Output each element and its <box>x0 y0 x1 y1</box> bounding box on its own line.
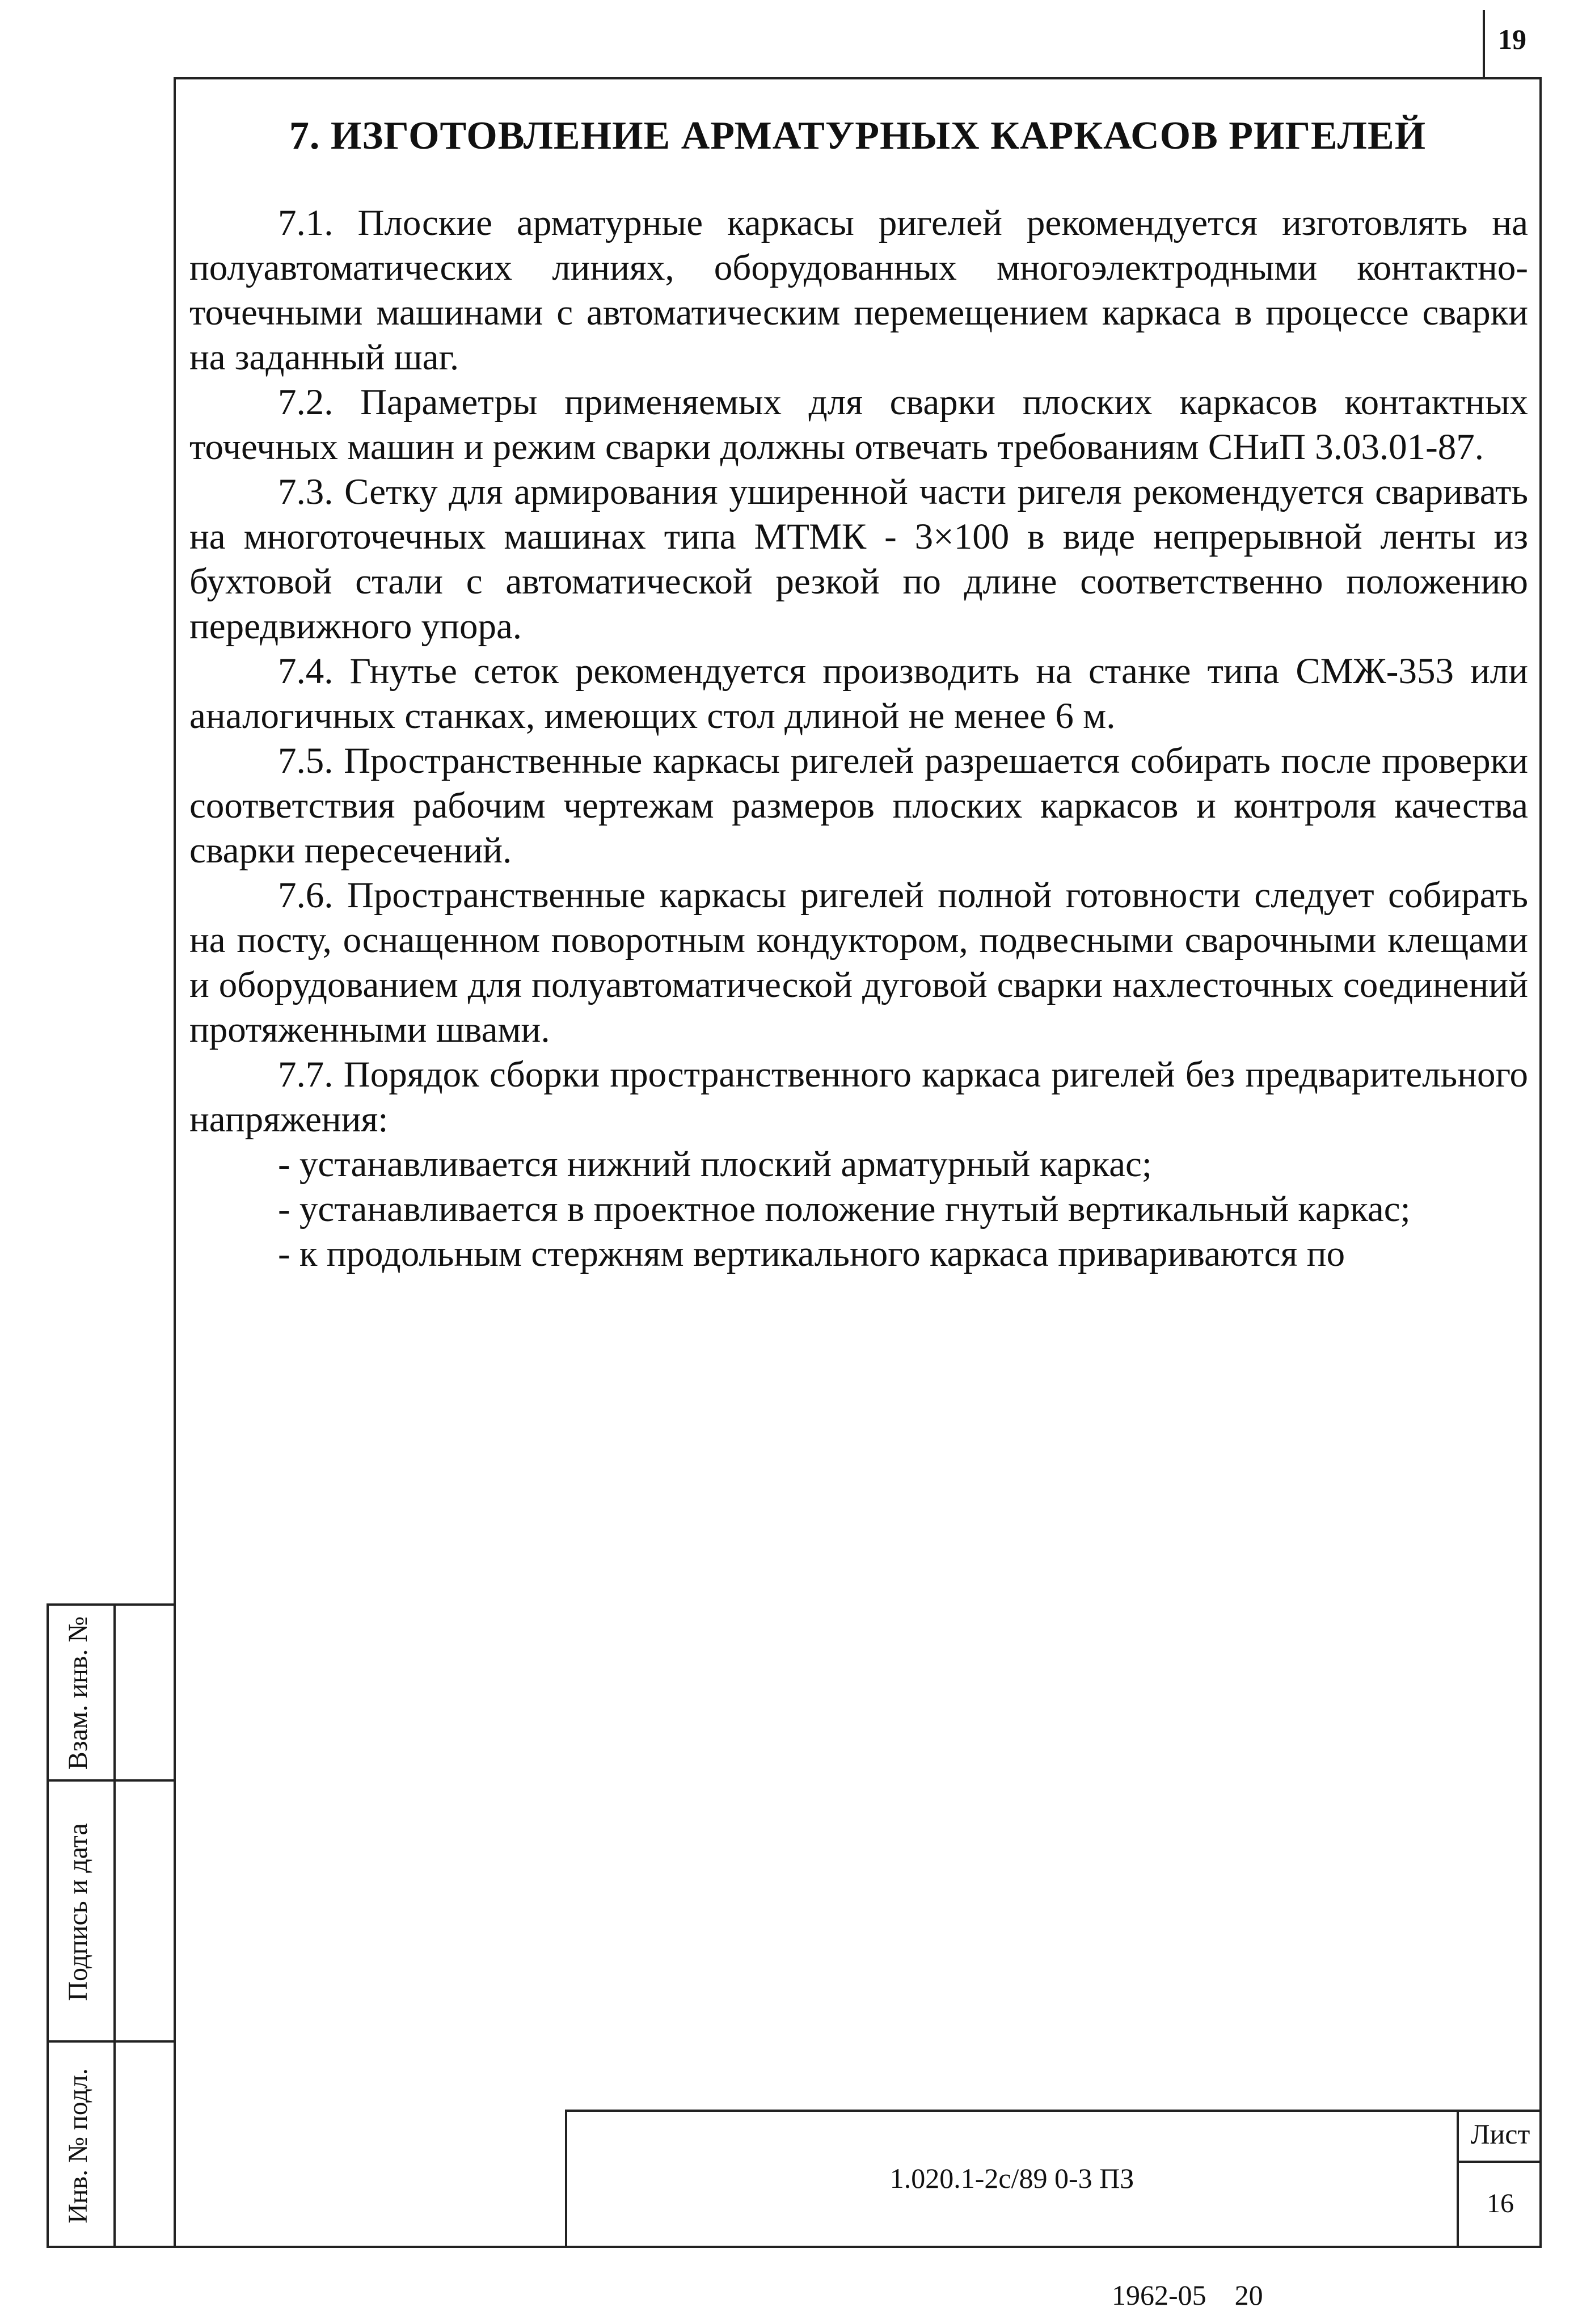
paragraph-7-6: 7.6. Пространственные каркасы ригелей полной готовности следует собирать на посту, оснащенном поворотным кондуктором, подвесными сварочными клещами и оборудованием для полуавтоматической дуговой сварки нахлесточных соединений протяженными швами. <box>189 875 1528 1050</box>
inv-podl-label: Инв. № подл. <box>63 2068 93 2224</box>
paragraph-7-4: 7.4. Гнутье сеток рекомендуется производить на станке типа СМЖ-353 или аналогичных станках, имеющих стол длиной не менее 6 м. <box>189 651 1528 736</box>
section-heading: 7. ИЗГОТОВЛЕНИЕ АРМАТУРНЫХ КАРКАСОВ РИГЕЛЕЙ <box>289 114 1427 158</box>
podpis-data-label: Подпись и дата <box>63 1823 93 2001</box>
sheet-number: 16 <box>1487 2188 1514 2218</box>
paragraph-7-5: 7.5. Пространственные каркасы ригелей разрешается собирать после проверки соответствия рабочим чертежам размеров плоских каркасов и контроля качества сварки пересечений. <box>189 740 1528 871</box>
page-number: 19 <box>1498 23 1526 55</box>
paragraph-7-1: 7.1. Плоские арматурные каркасы ригелей рекомендуется изготовлять на полуавтоматических линиях, оборудованных многоэлектродными контактно-точечными машинами с автоматическим перемещением каркаса в процессе сварки на заданный шаг. <box>189 203 1528 378</box>
paragraph-7-3: 7.3. Сетку для армирования уширенной части ригеля рекомендуется сваривать на многоточечных машинах типа МТМК - 3×100 в виде непрерывной ленты из бухтовой стали с автоматической резкой по длине соответственно положению передвижного упора. <box>189 471 1528 647</box>
list-item-3: - к продольным стержням вертикального каркаса привариваются по <box>278 1233 1345 1274</box>
paragraph-7-2: 7.2. Параметры применяемых для сварки плоских каркасов контактных точечных машин и режим сварки должны отвечать требованиям СНиП 3.03.01-87. <box>189 382 1528 468</box>
paragraph-7-7: 7.7. Порядок сборки пространственного каркаса ригелей без предварительного напряжения: <box>189 1054 1528 1140</box>
document-code: 1.020.1-2с/89 0-3 ПЗ <box>889 2162 1134 2194</box>
margin-stamp-divider <box>113 1603 116 2248</box>
vzam-inv-label: Взам. инв. № <box>63 1616 93 1770</box>
title-block-divider <box>1457 2161 1542 2163</box>
list-item-2: - устанавливается в проектное положение гнутый вертикальный каркас; <box>278 1189 1411 1230</box>
footer-code: 1962-05 20 <box>1112 2279 1263 2311</box>
margin-stamp-row-divider <box>47 2040 176 2043</box>
sheet-label: Лист <box>1470 2118 1530 2150</box>
list-item-1: - устанавливается нижний плоский арматурный каркас; <box>278 1144 1152 1185</box>
body-text <box>189 201 1528 1277</box>
